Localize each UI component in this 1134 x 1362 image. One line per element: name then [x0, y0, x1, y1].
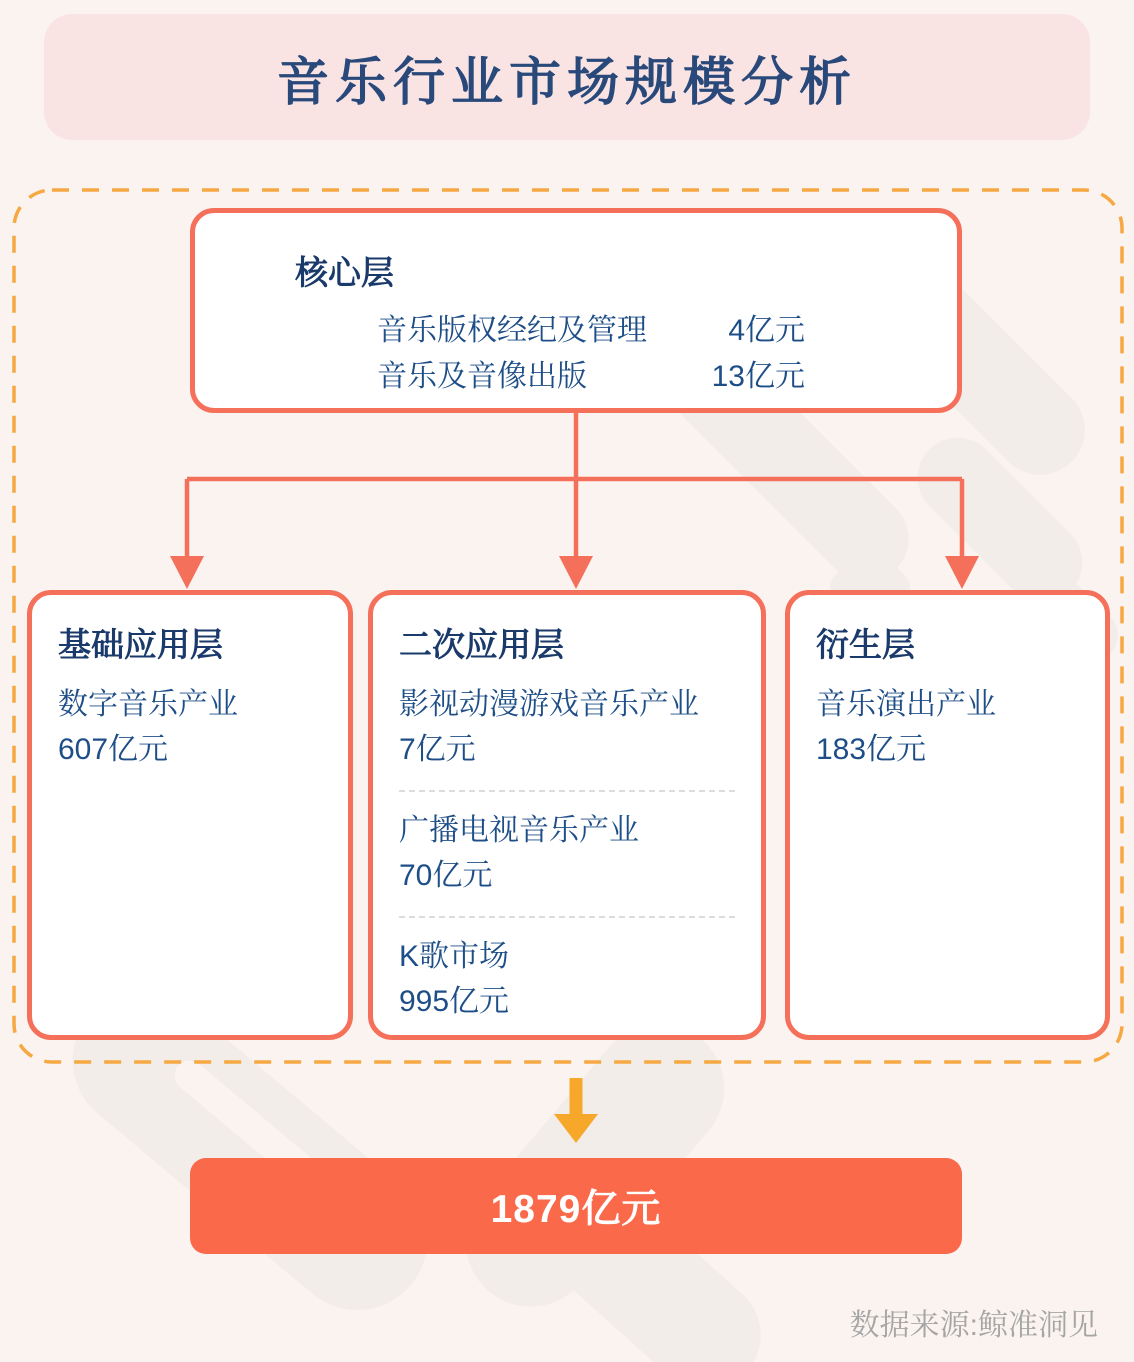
- layer-item: [399, 682, 735, 772]
- item-value: 13亿元: [711, 360, 805, 393]
- layer-box-basic: [27, 590, 353, 1040]
- page-title: 音乐行业市场规模分析: [276, 54, 857, 112]
- item-value: 70亿元: [399, 859, 493, 892]
- total-value: 1879亿元: [490, 1188, 662, 1231]
- item-divider: [399, 790, 735, 792]
- item-name: 音乐演出产业: [816, 688, 996, 721]
- layer-item: [399, 934, 735, 1024]
- layer-item: [816, 682, 1079, 772]
- item-value: 7亿元: [399, 733, 476, 766]
- total-box: [190, 1158, 962, 1254]
- item-value: 183亿元: [816, 733, 927, 766]
- core-item-row: [377, 308, 805, 354]
- item-value: 607亿元: [58, 733, 169, 766]
- layer-box-derivative: [785, 590, 1110, 1040]
- data-source: 数据来源:鲸准洞见: [849, 1309, 1098, 1342]
- item-value: 4亿元: [728, 314, 805, 347]
- title-banner: [44, 14, 1090, 140]
- core-layer-box: [190, 208, 962, 413]
- core-layer-title: 核心层: [295, 254, 394, 291]
- item-name: 音乐及音像出版: [377, 360, 587, 393]
- item-value: 995亿元: [399, 985, 510, 1018]
- layer-item: [399, 808, 735, 898]
- item-name: 影视动漫游戏音乐产业: [399, 688, 699, 721]
- item-name: 广播电视音乐产业: [399, 814, 639, 847]
- item-divider: [399, 916, 735, 918]
- layer-item: [58, 682, 322, 772]
- layer-title: 基础应用层: [58, 626, 223, 663]
- item-name: 音乐版权经纪及管理: [377, 314, 647, 347]
- item-name: K歌市场: [399, 940, 510, 973]
- layer-title: 二次应用层: [399, 626, 564, 663]
- layer-box-secondary: [368, 590, 766, 1040]
- core-item-row: [377, 354, 805, 400]
- item-name: 数字音乐产业: [58, 688, 238, 721]
- core-layer-items: [377, 308, 805, 400]
- layer-title: 衍生层: [816, 626, 915, 663]
